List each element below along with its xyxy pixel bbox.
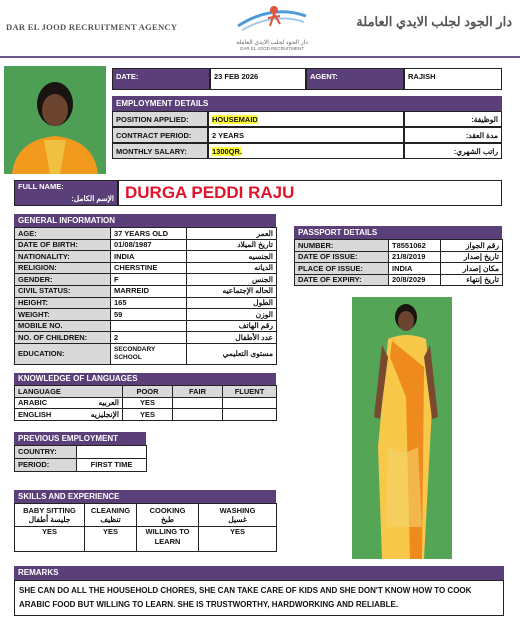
skill-name-en: BABY SITTING bbox=[23, 506, 76, 515]
education-value bbox=[111, 343, 187, 364]
full-name-label-ar: الإسم الكامل: bbox=[71, 194, 114, 203]
full-name-label-cell bbox=[14, 180, 118, 206]
agency-name-en: DAR EL JOOD RECRUITMENT AGENCY bbox=[6, 22, 178, 32]
position-label: POSITION APPLIED: bbox=[112, 111, 208, 127]
table-row bbox=[295, 240, 503, 252]
table-row bbox=[15, 446, 147, 459]
table-row bbox=[15, 397, 277, 409]
gi-label-ar: الطول bbox=[187, 297, 277, 309]
pp-value: T8551062 bbox=[389, 240, 441, 252]
gi-label-ar: تاريخ الميلاد bbox=[187, 239, 277, 251]
table-row bbox=[15, 332, 277, 344]
date-label: DATE: bbox=[112, 68, 210, 90]
table-row bbox=[295, 274, 503, 286]
passport-details-header: PASSPORT DETAILS bbox=[294, 226, 502, 239]
table-row bbox=[15, 251, 277, 263]
position-value: HOUSEMAID bbox=[212, 115, 258, 124]
lang-poor: YES bbox=[123, 409, 173, 421]
contract-label-ar: مدة العقد: bbox=[404, 127, 502, 143]
lang-fluent bbox=[223, 409, 277, 421]
previous-employment-table bbox=[14, 445, 147, 472]
education-label: EDUCATION: bbox=[15, 343, 111, 364]
gi-label: HEIGHT: bbox=[15, 297, 111, 309]
education-label-ar: مستوى التعليمي bbox=[187, 343, 277, 364]
remarks-header: REMARKS bbox=[14, 566, 504, 580]
logo-text-ar: دار الجود لجلب الايدي العاملة bbox=[236, 40, 308, 46]
gi-value: F bbox=[111, 274, 187, 286]
gi-label-ar: عدد الأطفال bbox=[187, 332, 277, 344]
gi-label: NO. OF CHILDREN: bbox=[15, 332, 111, 344]
prev-period-value: FIRST TIME bbox=[77, 459, 147, 472]
skills-header: SKILLS AND EXPERIENCE bbox=[14, 490, 276, 503]
full-body-person-icon bbox=[352, 297, 452, 559]
pp-label: NUMBER: bbox=[295, 240, 389, 252]
gi-label-ar: الديانه bbox=[187, 262, 277, 274]
skill-baby-sitting bbox=[15, 504, 85, 527]
table-row bbox=[15, 504, 277, 527]
lang-name-en: ENGLISH bbox=[18, 409, 52, 419]
pp-label-ar: مكان إصدار bbox=[441, 263, 503, 275]
skill-name-en: COOKING bbox=[149, 506, 186, 515]
previous-employment-header: PREVIOUS EMPLOYMENT bbox=[14, 432, 146, 445]
gi-label-ar: رقم الهاتف bbox=[187, 320, 277, 332]
skill-name-en: CLEANING bbox=[90, 506, 131, 515]
date-value: 23 FEB 2026 bbox=[210, 68, 306, 90]
table-row bbox=[15, 274, 277, 286]
gi-label-ar: الحاله الإجتماعيه bbox=[187, 285, 277, 297]
gi-value: 37 YEARS OLD bbox=[111, 228, 187, 240]
logo-swoosh-icon bbox=[232, 2, 312, 34]
lang-name-en: ARABIC bbox=[18, 398, 48, 408]
skill-name-ar: غسيل bbox=[228, 515, 247, 524]
lang-fair bbox=[173, 409, 223, 421]
table-row bbox=[15, 262, 277, 274]
table-row bbox=[15, 459, 147, 472]
lang-header-language: LANGUAGE bbox=[15, 386, 123, 398]
education-value-line1: SECONDARY bbox=[114, 345, 156, 353]
gi-label: AGE: bbox=[15, 228, 111, 240]
full-name-label: FULL NAME: bbox=[18, 182, 64, 191]
table-row bbox=[15, 343, 277, 364]
gi-label-ar: الوزن bbox=[187, 309, 277, 321]
gi-label: CIVIL STATUS: bbox=[15, 285, 111, 297]
skill-value-line1: WILLING TO bbox=[145, 527, 190, 536]
lang-header-fair: FAIR bbox=[173, 386, 223, 398]
gi-value: 165 bbox=[111, 297, 187, 309]
contract-label: CONTRACT PERIOD: bbox=[112, 127, 208, 143]
gi-label: WEIGHT: bbox=[15, 309, 111, 321]
pp-value: INDIA bbox=[389, 263, 441, 275]
gi-label-ar: العمر bbox=[187, 228, 277, 240]
gi-value bbox=[111, 320, 187, 332]
gi-label: RELIGION: bbox=[15, 262, 111, 274]
table-row bbox=[15, 409, 277, 421]
gi-value: INDIA bbox=[111, 251, 187, 263]
pp-label: DATE OF EXPIRY: bbox=[295, 274, 389, 286]
lang-header-fluent: FLUENT bbox=[223, 386, 277, 398]
skill-cooking bbox=[137, 504, 199, 527]
lang-header-poor: POOR bbox=[123, 386, 173, 398]
skill-washing bbox=[199, 504, 277, 527]
pp-value: 21/8/2019 bbox=[389, 251, 441, 263]
passport-details-table bbox=[294, 239, 503, 286]
table-row bbox=[15, 309, 277, 321]
skill-cleaning bbox=[85, 504, 137, 527]
languages-table bbox=[14, 385, 277, 421]
skills-table bbox=[14, 503, 277, 552]
lang-name bbox=[15, 409, 123, 421]
salary-value: 1300QR. bbox=[212, 147, 243, 156]
skill-value: YES bbox=[85, 527, 137, 552]
gi-value: 59 bbox=[111, 309, 187, 321]
skill-value: YES bbox=[15, 527, 85, 552]
position-label-ar: الوظيفة: bbox=[404, 111, 502, 127]
lang-poor: YES bbox=[123, 397, 173, 409]
prev-country-value bbox=[77, 446, 147, 459]
general-info-table bbox=[14, 227, 277, 365]
skill-name-ar: جليسة أطفال bbox=[28, 515, 71, 524]
prev-period-label: PERIOD: bbox=[15, 459, 77, 472]
general-info-header: GENERAL INFORMATION bbox=[14, 214, 276, 227]
table-row bbox=[295, 263, 503, 275]
header-divider bbox=[0, 56, 520, 58]
table-row bbox=[295, 251, 503, 263]
gi-value: 01/08/1987 bbox=[111, 239, 187, 251]
gi-label: DATE OF BIRTH: bbox=[15, 239, 111, 251]
skill-value bbox=[137, 527, 199, 552]
pp-label-ar: رقم الجواز bbox=[441, 240, 503, 252]
skill-name-ar: طبخ bbox=[160, 515, 175, 524]
table-row bbox=[15, 285, 277, 297]
table-row bbox=[15, 228, 277, 240]
table-row bbox=[15, 527, 277, 552]
table-row bbox=[15, 239, 277, 251]
salary-label-ar: راتب الشهري: bbox=[404, 143, 502, 159]
salary-label: MONTHLY SALARY: bbox=[112, 143, 208, 159]
lang-fluent bbox=[223, 397, 277, 409]
logo-text-en: DAR EL JOOD RECRUITMENT bbox=[240, 46, 304, 51]
pp-label: DATE OF ISSUE: bbox=[295, 251, 389, 263]
salary-value-cell bbox=[208, 143, 404, 159]
agency-logo bbox=[232, 2, 312, 54]
agent-label: AGENT: bbox=[306, 68, 404, 90]
gi-label: NATIONALITY: bbox=[15, 251, 111, 263]
lang-name-ar: العربيه bbox=[98, 398, 119, 408]
skill-value-line2: LEARN bbox=[154, 537, 181, 546]
skill-name-en: WASHING bbox=[219, 506, 256, 515]
gi-value: MARREID bbox=[111, 285, 187, 297]
position-value-cell bbox=[208, 111, 404, 127]
pp-value: 20/8/2029 bbox=[389, 274, 441, 286]
education-value-line2: SCHOOL bbox=[114, 353, 142, 361]
lang-name bbox=[15, 397, 123, 409]
gi-label: GENDER: bbox=[15, 274, 111, 286]
gi-label-ar: الجنس bbox=[187, 274, 277, 286]
table-row bbox=[15, 386, 277, 398]
languages-header: KNOWLEDGE OF LANGUAGES bbox=[14, 373, 276, 385]
gi-value: 2 bbox=[111, 332, 187, 344]
portrait-photo bbox=[4, 66, 106, 174]
agent-value: RAJISH bbox=[404, 68, 502, 90]
contract-value: 2 YEARS bbox=[208, 127, 404, 143]
gi-label-ar: الجنسيه bbox=[187, 251, 277, 263]
agency-name-ar: دار الجود لجلب الايدي العاملة bbox=[356, 14, 512, 29]
pp-label: PLACE OF ISSUE: bbox=[295, 263, 389, 275]
portrait-person-icon bbox=[4, 66, 106, 174]
skill-value: YES bbox=[199, 527, 277, 552]
pp-label-ar: تاريخ إصدار bbox=[441, 251, 503, 263]
lang-fair bbox=[173, 397, 223, 409]
employment-details-header: EMPLOYMENT DETAILS bbox=[112, 96, 502, 111]
pp-label-ar: تاريخ إنتهاء bbox=[441, 274, 503, 286]
lang-name-ar: الإنجليزيه bbox=[90, 409, 119, 419]
gi-value: CHERSTINE bbox=[111, 262, 187, 274]
full-name-value: DURGA PEDDI RAJU bbox=[118, 180, 502, 206]
skill-name-ar: تنظيف bbox=[100, 515, 121, 524]
remarks-text: SHE CAN DO ALL THE HOUSEHOLD CHORES, SHE CAN TAKE CARE OF KIDS AND SHE DON'T KNOW HOW TO COOK ARABIC FOOD BUT WILLING TO LEARN. SHE IS TRUSTWORTHY, HARDWORKING AND RELIABLE. bbox=[14, 580, 504, 616]
prev-country-label: COUNTRY: bbox=[15, 446, 77, 459]
full-body-photo bbox=[352, 297, 452, 559]
table-row bbox=[15, 297, 277, 309]
gi-label: MOBILE NO. bbox=[15, 320, 111, 332]
table-row bbox=[15, 320, 277, 332]
